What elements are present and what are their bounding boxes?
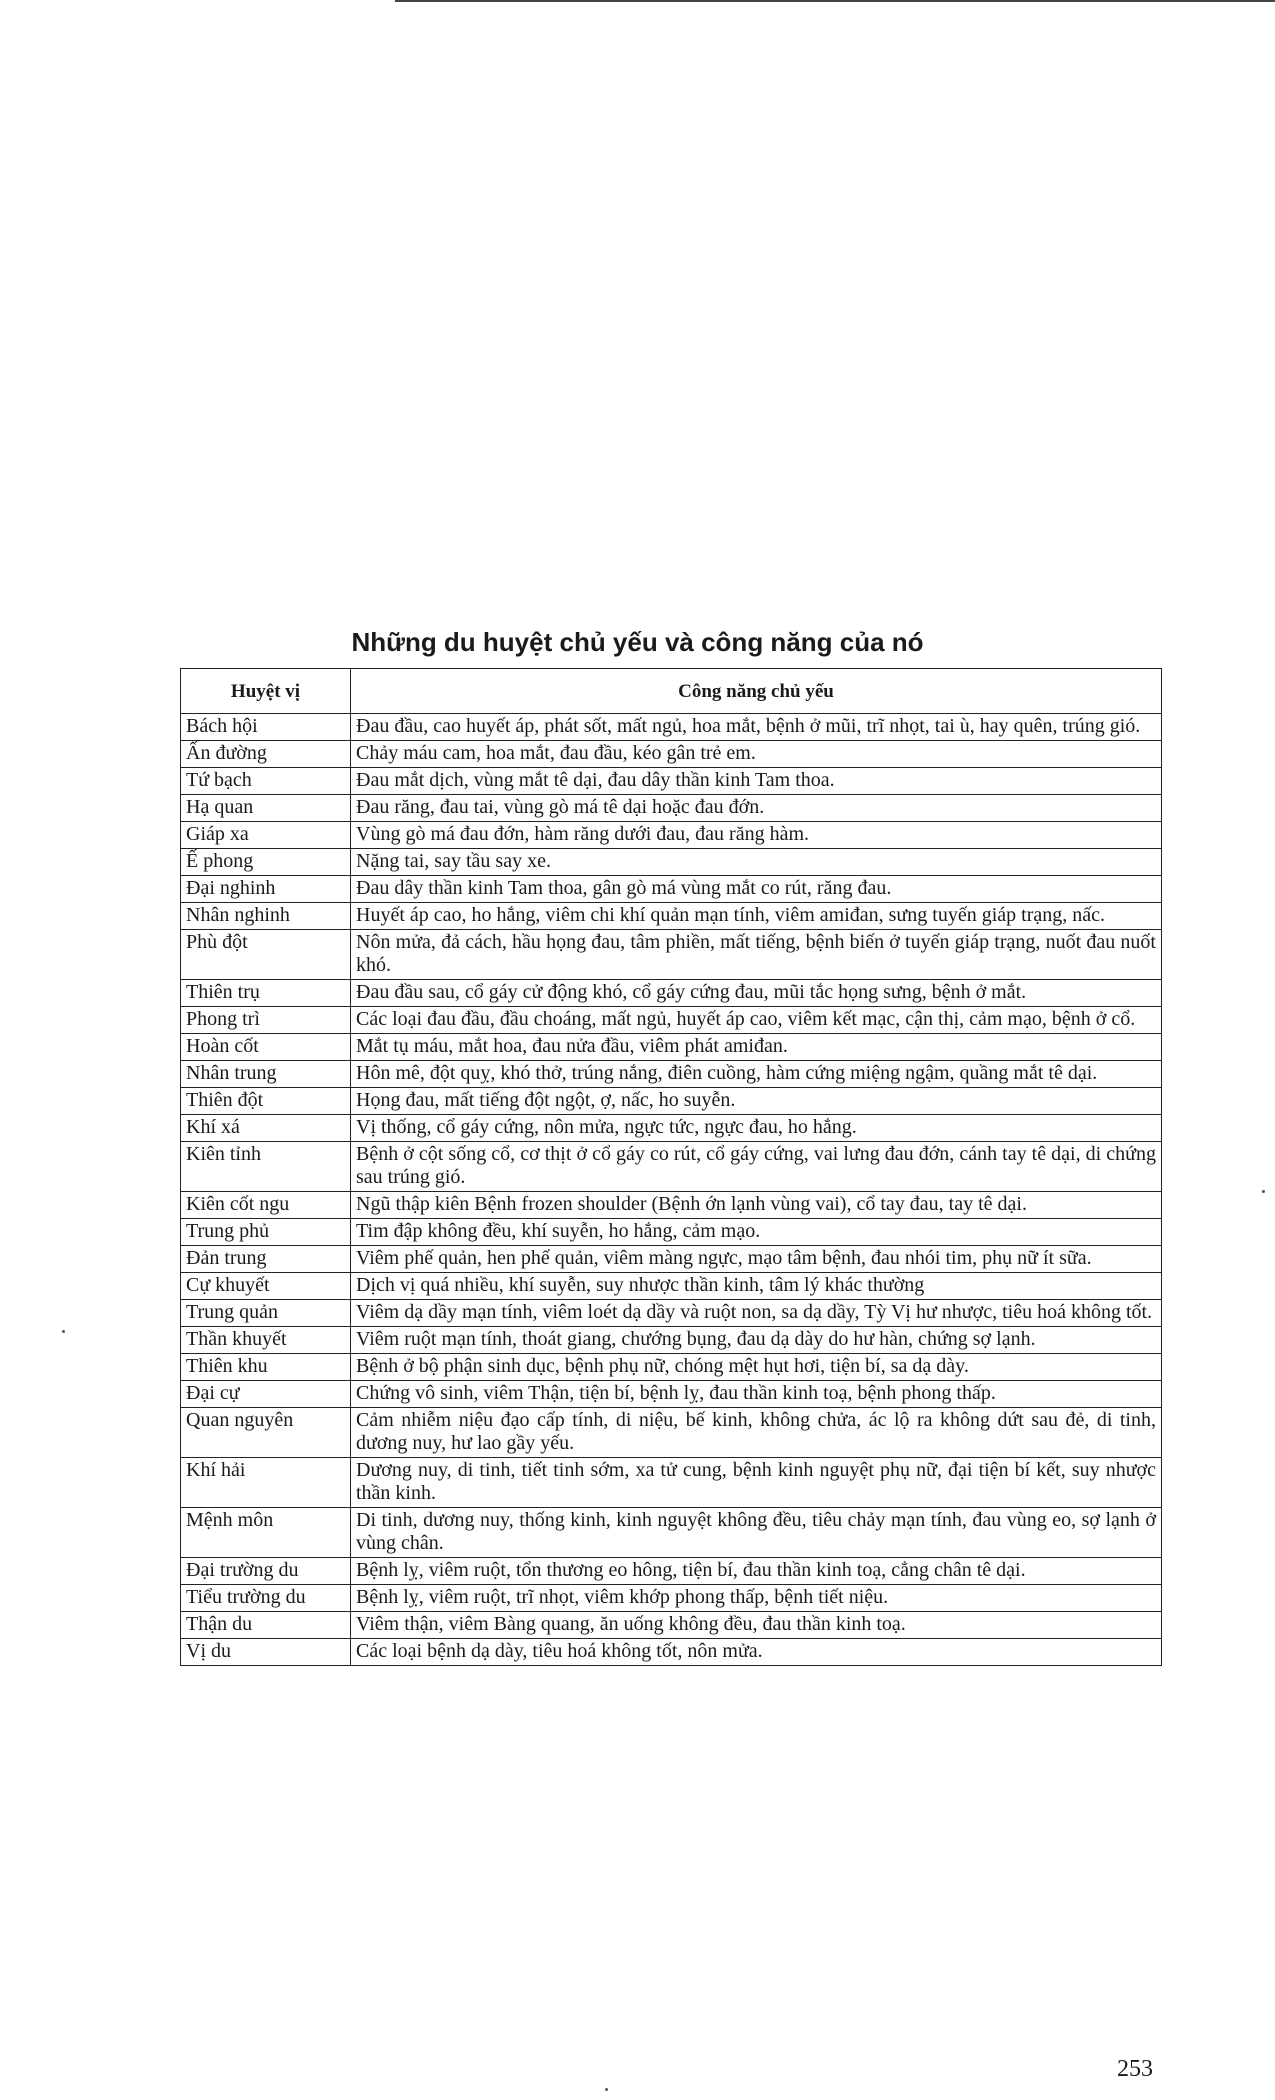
acupoint-name: Thần khuyết xyxy=(181,1327,351,1354)
acupoint-function: Bệnh lỵ, viêm ruột, trĩ nhọt, viêm khớp phong thấp, bệnh tiết niệu. xyxy=(351,1585,1162,1612)
header-acupoint: Huyệt vị xyxy=(181,669,351,714)
acupoint-name: Kiên cốt ngu xyxy=(181,1192,351,1219)
acupoint-name: Phong trì xyxy=(181,1007,351,1034)
acupoint-name: Hoàn cốt xyxy=(181,1034,351,1061)
acupoint-name: Tiểu trường du xyxy=(181,1585,351,1612)
acupoint-function: Đau dây thần kinh Tam thoa, gân gò má vùng mắt co rút, răng đau. xyxy=(351,876,1162,903)
table-row xyxy=(181,930,1162,980)
table-row xyxy=(181,1585,1162,1612)
acupoint-name: Đại cự xyxy=(181,1381,351,1408)
acupoint-name: Ế phong xyxy=(181,849,351,876)
acupoint-name: Thiên đột xyxy=(181,1088,351,1115)
acupoint-function: Đau đầu, cao huyết áp, phát sốt, mất ngủ, hoa mắt, bệnh ở mũi, trĩ nhọt, tai ù, hay quên, trúng gió. xyxy=(351,714,1162,741)
acupoint-function: Nôn mửa, đả cách, hầu họng đau, tâm phiền, mất tiếng, bệnh biến ở tuyến giáp trạng, nuốt đau nuốt khó. xyxy=(351,930,1162,980)
acupoint-function: Viêm ruột mạn tính, thoát giang, chướng bụng, đau dạ dày do hư hàn, chứng sợ lạnh. xyxy=(351,1327,1162,1354)
acupoint-function: Di tinh, dương nuy, thống kinh, kinh nguyệt không đều, tiêu chảy mạn tính, đau vùng eo, sợ lạnh ở vùng chân. xyxy=(351,1508,1162,1558)
acupoint-name: Ấn đường xyxy=(181,741,351,768)
table-row xyxy=(181,1300,1162,1327)
acupoint-function: Vị thống, cổ gáy cứng, nôn mửa, ngực tức, ngực đau, ho hắng. xyxy=(351,1115,1162,1142)
acupoint-function: Đau răng, đau tai, vùng gò má tê dại hoặc đau đớn. xyxy=(351,795,1162,822)
table-row xyxy=(181,876,1162,903)
acupoint-function: Cảm nhiễm niệu đạo cấp tính, di niệu, bế kinh, không chửa, ác lộ ra không dứt sau đẻ, di tinh, dương nuy, hư lao gầy yếu. xyxy=(351,1408,1162,1458)
acupoint-name: Trung quản xyxy=(181,1300,351,1327)
table-row xyxy=(181,1508,1162,1558)
acupoint-function: Hôn mê, đột quỵ, khó thở, trúng nắng, điên cuồng, hàm cứng miệng ngậm, quầng mắt tê dại. xyxy=(351,1061,1162,1088)
table-row xyxy=(181,1219,1162,1246)
acupoint-name: Phù đột xyxy=(181,930,351,980)
scan-speck xyxy=(1262,1190,1265,1193)
table-row xyxy=(181,1192,1162,1219)
acupoint-name: Quan nguyên xyxy=(181,1408,351,1458)
table-row xyxy=(181,1088,1162,1115)
acupoint-function: Các loại bệnh dạ dày, tiêu hoá không tốt, nôn mửa. xyxy=(351,1639,1162,1666)
acupoint-function: Viêm phế quản, hen phế quản, viêm màng ngực, mạo tâm bệnh, đau nhói tim, phụ nữ ít sữa. xyxy=(351,1246,1162,1273)
acupoint-name: Tứ bạch xyxy=(181,768,351,795)
acupoint-name: Cự khuyết xyxy=(181,1273,351,1300)
table-row xyxy=(181,714,1162,741)
acupoint-name: Khí hải xyxy=(181,1458,351,1508)
acupoint-function: Bệnh ở cột sống cổ, cơ thịt ở cổ gáy co rút, cổ gáy cứng, vai lưng đau đớn, cánh tay tê dại, di chứng sau trúng gió. xyxy=(351,1142,1162,1192)
acupoint-name: Khí xá xyxy=(181,1115,351,1142)
acupoint-function: Đau mắt dịch, vùng mắt tê dại, đau dây thần kinh Tam thoa. xyxy=(351,768,1162,795)
acupoint-function: Đau đầu sau, cổ gáy cử động khó, cổ gáy cứng đau, mũi tắc họng sưng, bệnh ở mắt. xyxy=(351,980,1162,1007)
acupoint-name: Mệnh môn xyxy=(181,1508,351,1558)
acupoint-name: Thiên khu xyxy=(181,1354,351,1381)
acupoint-function: Họng đau, mất tiếng đột ngột, ợ, nấc, ho suyễn. xyxy=(351,1088,1162,1115)
acupoint-function: Tim đập không đều, khí suyễn, ho hắng, cảm mạo. xyxy=(351,1219,1162,1246)
acupoint-function: Viêm dạ dầy mạn tính, viêm loét dạ dầy và ruột non, sa dạ dầy, Tỳ Vị hư nhược, tiêu hoá không tốt. xyxy=(351,1300,1162,1327)
acupoint-function: Dương nuy, di tinh, tiết tinh sớm, xa tử cung, bệnh kinh nguyệt phụ nữ, đại tiện bí kết, suy nhược thần kinh. xyxy=(351,1458,1162,1508)
table-body xyxy=(181,714,1162,1666)
acupoint-name: Đại nghinh xyxy=(181,876,351,903)
table-row xyxy=(181,1142,1162,1192)
top-edge-rule xyxy=(395,0,1275,2)
table-row xyxy=(181,1246,1162,1273)
acupoint-function: Huyết áp cao, ho hắng, viêm chi khí quản mạn tính, viêm amiđan, sưng tuyến giáp trạng, nấc. xyxy=(351,903,1162,930)
acupoint-name: Vị du xyxy=(181,1639,351,1666)
acupoint-table xyxy=(180,668,1162,1666)
acupoint-function: Dịch vị quá nhiều, khí suyễn, suy nhược thần kinh, tâm lý khác thường xyxy=(351,1273,1162,1300)
table-row xyxy=(181,1558,1162,1585)
table-row xyxy=(181,741,1162,768)
page-title: Những du huyệt chủ yếu và công năng của nó xyxy=(351,627,924,657)
table-row xyxy=(181,980,1162,1007)
table-row xyxy=(181,822,1162,849)
table-row xyxy=(181,1354,1162,1381)
scan-speck xyxy=(605,2088,608,2091)
table-row xyxy=(181,1408,1162,1458)
acupoint-function: Chảy máu cam, hoa mắt, đau đầu, kéo gân trẻ em. xyxy=(351,741,1162,768)
acupoint-function: Vùng gò má đau đớn, hàm răng dưới đau, đau răng hàm. xyxy=(351,822,1162,849)
acupoint-function: Viêm thận, viêm Bàng quang, ăn uống không đều, đau thần kinh toạ. xyxy=(351,1612,1162,1639)
acupoint-function: Ngũ thập kiên Bệnh frozen shoulder (Bệnh ớn lạnh vùng vai), cổ tay đau, tay tê dại. xyxy=(351,1192,1162,1219)
table-row xyxy=(181,1327,1162,1354)
table-row xyxy=(181,1458,1162,1508)
acupoint-function: Bệnh lỵ, viêm ruột, tổn thương eo hông, tiện bí, đau thần kinh toạ, cẳng chân tê dại. xyxy=(351,1558,1162,1585)
acupoint-function: Bệnh ở bộ phận sinh dục, bệnh phụ nữ, chóng mệt hụt hơi, tiện bí, sa dạ dày. xyxy=(351,1354,1162,1381)
table-row xyxy=(181,1273,1162,1300)
acupoint-name: Giáp xa xyxy=(181,822,351,849)
header-function: Công năng chủ yếu xyxy=(351,669,1162,714)
acupoint-name: Nhân nghinh xyxy=(181,903,351,930)
table-row xyxy=(181,795,1162,822)
acupoint-name: Kiên tỉnh xyxy=(181,1142,351,1192)
table-row xyxy=(181,1007,1162,1034)
acupoint-name: Trung phủ xyxy=(181,1219,351,1246)
acupoint-name: Nhân trung xyxy=(181,1061,351,1088)
acupoint-name: Thận du xyxy=(181,1612,351,1639)
table-row xyxy=(181,1612,1162,1639)
acupoint-function: Các loại đau đầu, đầu choáng, mất ngủ, huyết áp cao, viêm kết mạc, cận thị, cảm mạo, bệnh ở cổ. xyxy=(351,1007,1162,1034)
page-number: 253 xyxy=(1117,2056,1153,2082)
table-row xyxy=(181,903,1162,930)
acupoint-name: Đản trung xyxy=(181,1246,351,1273)
acupoint-function: Mắt tụ máu, mắt hoa, đau nửa đầu, viêm phát amiđan. xyxy=(351,1034,1162,1061)
table-row xyxy=(181,768,1162,795)
table-row xyxy=(181,849,1162,876)
scan-speck xyxy=(62,1330,65,1333)
acupoint-name: Đại trường du xyxy=(181,1558,351,1585)
acupoint-name: Hạ quan xyxy=(181,795,351,822)
acupoint-function: Chứng vô sinh, viêm Thận, tiện bí, bệnh lỵ, đau thần kinh toạ, bệnh phong thấp. xyxy=(351,1381,1162,1408)
table-row xyxy=(181,1639,1162,1666)
acupoint-name: Bách hội xyxy=(181,714,351,741)
table-row xyxy=(181,1034,1162,1061)
acupoint-name: Thiên trụ xyxy=(181,980,351,1007)
table-row xyxy=(181,1115,1162,1142)
acupoint-function: Nặng tai, say tầu say xe. xyxy=(351,849,1162,876)
table-header-row xyxy=(181,669,1162,714)
table-row xyxy=(181,1061,1162,1088)
table-row xyxy=(181,1381,1162,1408)
